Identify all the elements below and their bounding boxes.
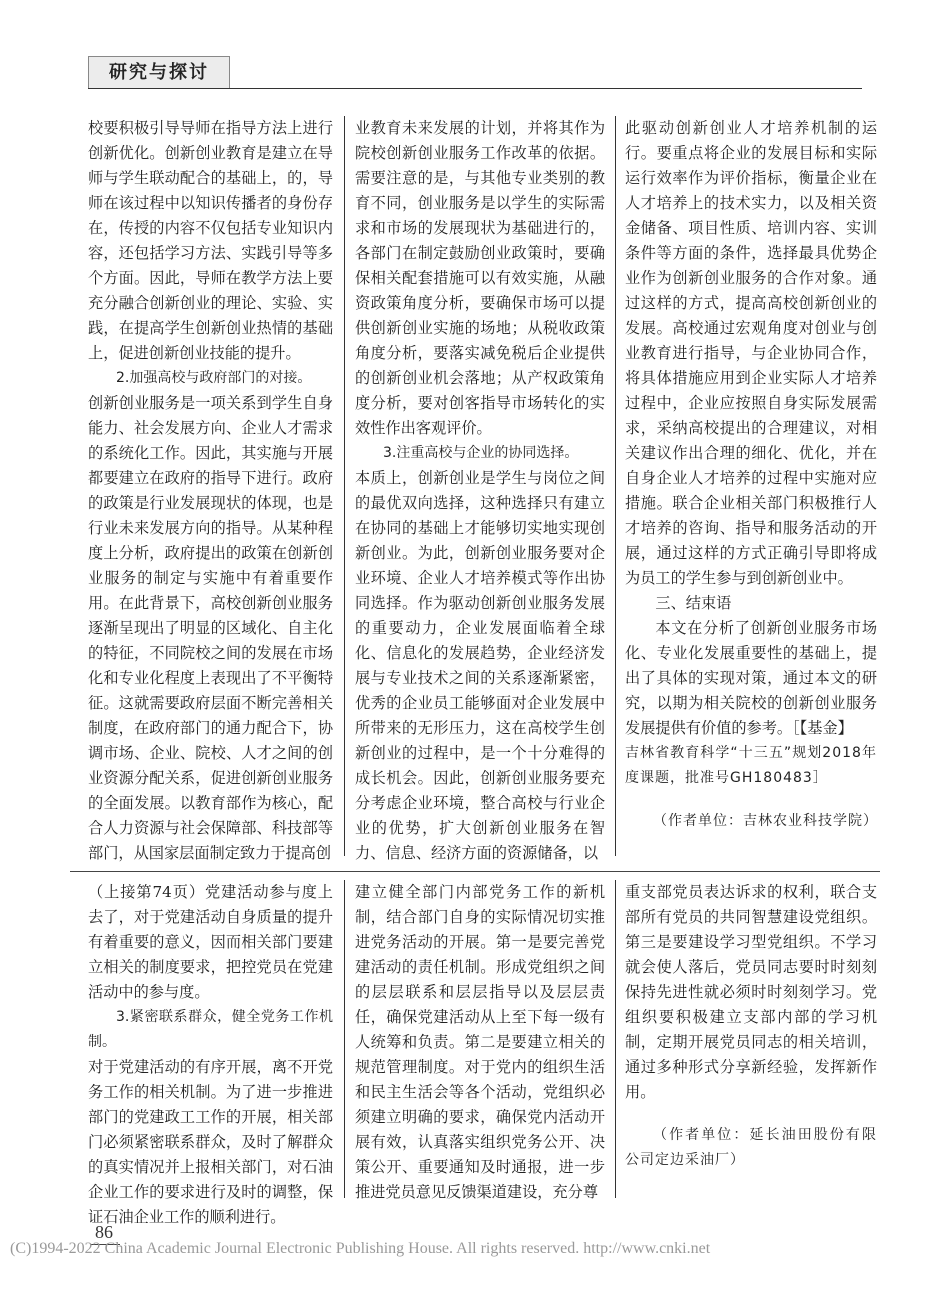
paragraph: 建立健全部门内部党务工作的新机制，结合部门自身的实际情况切实推进党务活动的开展。第一是要完善党建活动的责任机制。形成党组织之间的层层联系和层层指导以及层层责任，确保党建活动从上至下每一级有人统筹和负责。第二是要建立相关的规范管理制度。对于党内的组织生活和民主生活会等各个活动，党组织必须建立明确的要求，确保党内活动开展有效，认真落实组织党务公开、决策公开、重要通知及时通报，进一步推进党员意见反馈渠道建设，充分尊	[355, 883, 605, 1201]
paragraph: 校要积极引导导师在指导方法上进行创新优化。创新创业教育是建立在导师与学生联动配合的基础上，的，导师在该过程中以知识传播者的身份存在，传授的内容不仅包括专业知识内容，还包括学习方法、实践引导等多个方面。因此，导师在教学方法上要充分融合创新创业的理论、实验、实践，在提高学生创新创业热情的基础上，促进创新创业技能的提升。	[88, 119, 333, 362]
bottom-column-3	[625, 880, 877, 1200]
header-rule	[88, 88, 862, 89]
author-affiliation: （作者单位：延长油田股份有限公司定边采油厂）	[625, 1127, 877, 1168]
section-heading: 三、结束语	[655, 594, 732, 612]
paragraph: 业教育未来发展的计划，并将其作为院校创新创业服务工作改革的依据。需要注意的是，与其他专业类别的教育不同，创业服务是以学生的实际需求和市场的发展现状为基础进行的，各部门在制定鼓励创业政策时，要确保相关配套措施可以有效实施，从融资政策角度分析，要确保市场可以提供创新创业实施的场地；从税收政策角度分析，要落实减免税后企业提供的创新创业机会落地；从产权政策角度分析，要对创客指导市场转化的实效性作出客观评价。	[355, 119, 605, 437]
article-divider	[70, 871, 880, 872]
column-divider	[344, 880, 345, 1198]
paragraph: 本质上，创新创业是学生与岗位之间的最优双向选择，这种选择只有建立在协同的基础上才能够切实地实现创新创业。为此，创新创业服务要对企业环境、企业人才培养模式等作出协同选择。作为驱动创新创业服务发展的重要动力，企业发展面临着全球化、信息化的发展趋势，企业经济发展与专业技术之间的关系逐渐紧密，优秀的企业员工能够面对企业发展中所带来的无形压力，这在高校学生创新创业的过程中，是一个十分难得的成长机会。因此，创新创业服务要充分考虑企业环境，整合高校与行业企业的优势，扩大创新创业服务在智力、信息、经济方面的资源储备，以	[355, 469, 605, 862]
subheading: 3.注重高校与企业的协同选择。	[383, 445, 579, 461]
fund-note: 吉林省教育科学“十三五”规划2018年度课题，批准号GH180483］	[625, 745, 877, 786]
copyright-watermark: (C)1994-2022 China Academic Journal Electronic Publishing House. All rights reserved. http://www.cnki.net	[10, 1240, 711, 1257]
subheading: 3.紧密联系群众，健全党务工作机制。	[88, 1009, 333, 1050]
top-column-1	[88, 116, 333, 864]
subheading: 2.加强高校与政府部门的对接。	[116, 370, 312, 386]
bottom-column-1	[88, 880, 333, 1226]
paragraph: （上接第74页）党建活动参与度上去了，对于党建活动自身质量的提升有着重要的意义，因而相关部门要建立相关的制度要求，把控党员在党建活动中的参与度。	[88, 883, 333, 1001]
paragraph: 重支部党员表达诉求的权利，联合支部所有党员的共同智慧建设党组织。第三是要建设学习型党组织。不学习就会使人落后，党员同志要时时刻刻保持先进性就必须时时刻刻学习。党组织要积极建立支部内部的学习机制，定期开展党员同志的相关培训，通过多种形式分享新经验，发挥新作用。	[625, 883, 877, 1101]
column-divider	[344, 116, 345, 856]
paragraph: 对于党建活动的有序开展，离不开党务工作的相关机制。为了进一步推进部门的党建政工工作的开展，相关部门必须紧密联系群众，及时了解群众的真实情况并上报相关部门，对石油企业工作的要求进行及时的调整，保证石油企业工作的顺利进行。	[88, 1058, 333, 1226]
column-divider	[615, 880, 616, 1198]
paragraph: 创新创业服务是一项关系到学生自身能力、社会发展方向、企业人才需求的系统化工作。因此，其实施与开展都要建立在政府的指导下进行。政府的政策是行业发展现状的体现，也是行业未来发展方向的指导。从某种程度上分析，政府提出的政策在创新创业服务的制定与实施中有着重要作用。在此背景下，高校创新创业服务逐渐呈现出了明显的区域化、自主化的特征，不同院校之间的发展在市场化和专业化程度上表现出了不平衡特征。这就需要政府层面不断完善相关制度，在政府部门的通力配合下，协调市场、企业、院校、人才之间的创业资源分配关系，促进创新创业服务的全面发展。以教育部作为核心，配合人力资源与社会保障部、科技部等部门，从国家层面制定致力于提高创	[88, 394, 333, 862]
column-divider	[615, 116, 616, 856]
page-number: 86	[95, 1222, 113, 1242]
author-affiliation: （作者单位：吉林农业科技学院）	[653, 813, 878, 829]
paragraph: 此驱动创新创业人才培养机制的运行。要重点将企业的发展目标和实际运行效率作为评价指标，衡量企业在人才培养上的技术实力，以及相关资金储备、项目性质、培训内容、实训条件等方面的条件，选择最具优势企业作为创新创业服务的合作对象。通过这样的方式，提高高校创新创业的发展。高校通过宏观角度对创业与创业教育进行指导，与企业协同合作，将具体措施应用到企业实际人才培养过程中，企业应按照自身实际发展需求，采纳高校提出的合理建议，对相关建议作出合理的细化、优化，并在自身企业人才培养的过程中实施对应措施。联合企业相关部门积极推行人才培养的咨询、指导和服务活动的开展，通过这样的方式正确引导即将成为员工的学生参与到创新创业中。	[625, 119, 877, 587]
section-tag: 研究与探讨	[88, 56, 230, 89]
top-column-2	[355, 116, 605, 864]
paragraph: 本文在分析了创新创业服务市场化、专业化发展重要性的基础上，提出了具体的实现对策，通过本文的研究，以期为相关院校的创新创业服务发展提供有价值的参考。［【基金】	[625, 619, 877, 737]
top-column-3	[625, 116, 877, 864]
bottom-column-2	[355, 880, 605, 1200]
